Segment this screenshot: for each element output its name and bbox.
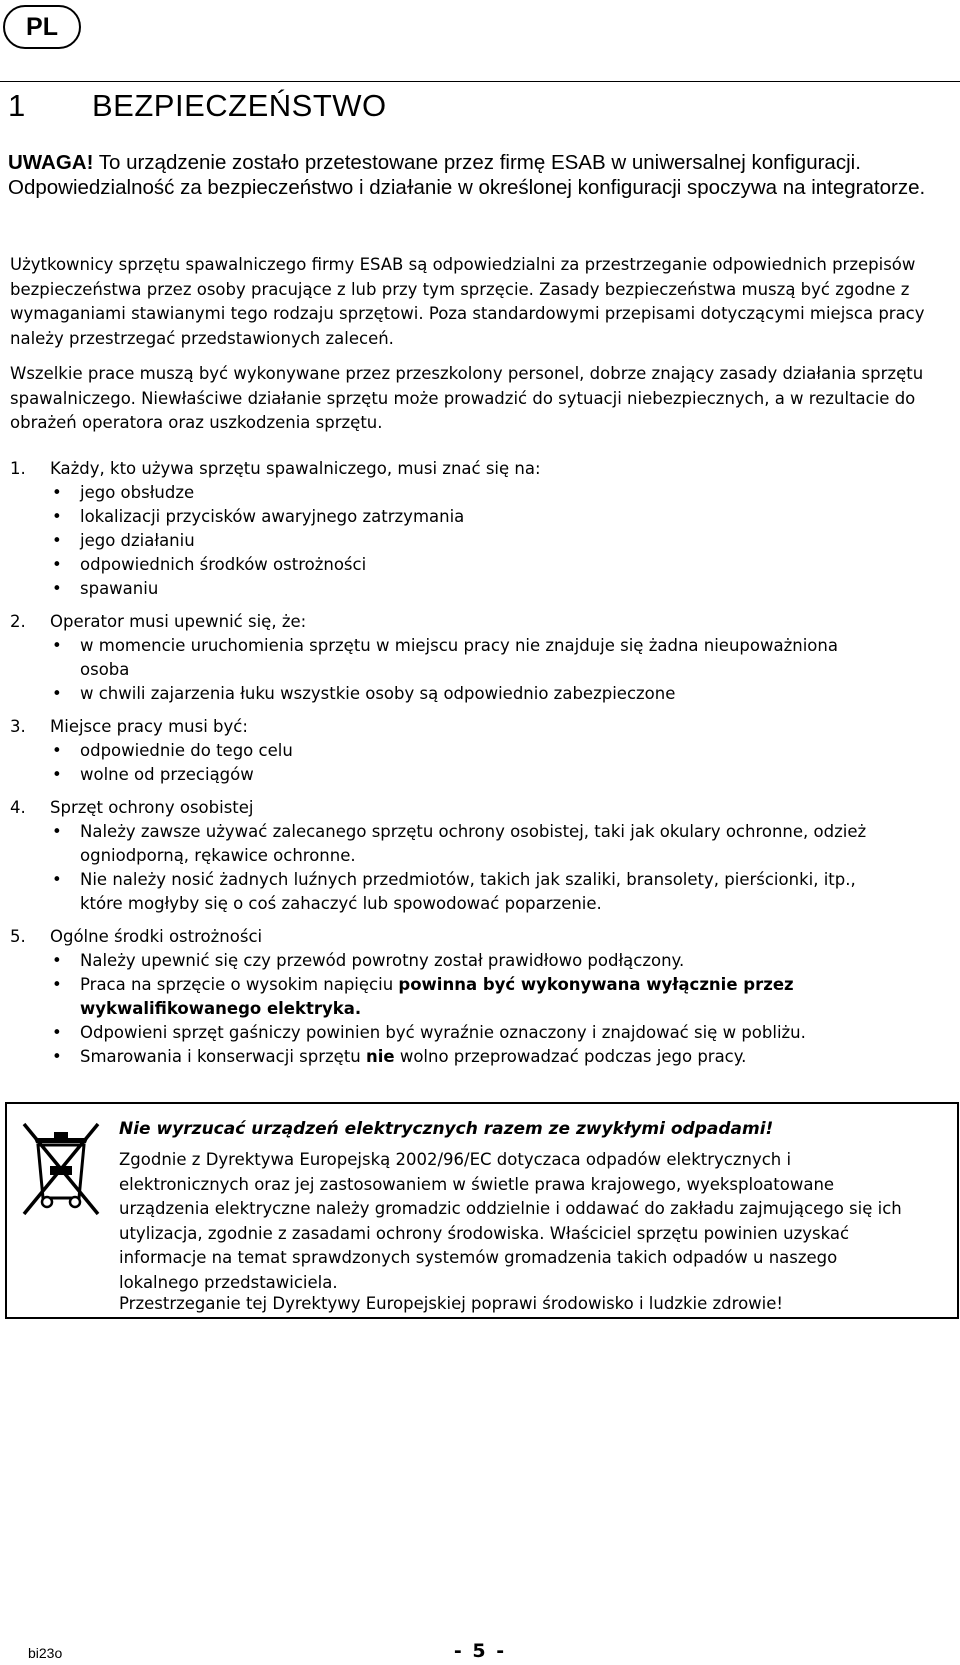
bullet-text: Należy zawsze używać zalecanego sprzętu ochrony osobistej, taki jak okulary ochronne, odzież ogniodporną, rękawice ochronne. <box>80 822 867 865</box>
list-item <box>10 796 930 916</box>
bullet-icon: • <box>52 975 62 994</box>
document-code: bi23o <box>28 1645 63 1661</box>
bullet-text-bold: nie <box>366 1047 395 1066</box>
language-badge <box>3 5 81 49</box>
bullet-text: odpowiednie do tego celu <box>80 741 293 760</box>
bullet-icon: • <box>52 555 62 574</box>
warning-text: To urządzenie zostaɫo przetestowane przez firmę ESAB w uniwersalnej konfiguracji. Odpowiedzialność za bezpieczeństwo i dziaɫanie w określonej konfiguracji spoczywa na integratorze. <box>8 151 926 199</box>
bullet-icon: • <box>52 684 62 703</box>
bullet-item <box>10 1021 930 1045</box>
weee-notice-box <box>5 1102 959 1319</box>
list-item-title: Operator musi upewnić się, że: <box>50 612 307 631</box>
bullet-item <box>10 505 930 529</box>
bullet-text: w momencie uruchomienia sprzętu w miejscu pracy nie znajduje się żadna nieupoważniona osoba <box>80 636 838 679</box>
list-item-number: 4. <box>10 798 26 817</box>
warning-paragraph <box>8 150 938 200</box>
list-item-title: Sprzęt ochrony osobistej <box>50 798 254 817</box>
crossed-out-wheelie-bin-icon <box>20 1118 102 1222</box>
bullet-icon: • <box>52 951 62 970</box>
bullet-text <box>80 973 930 1021</box>
bullet-item <box>10 739 930 763</box>
list-item-number: 2. <box>10 612 26 631</box>
bullet-text: Odpowieni sprzęt gaśniczy powinien być wyraźnie oznaczony i znajdować się w pobliżu. <box>80 1023 806 1042</box>
bullet-text: odpowiednich środków ostrożności <box>80 555 367 574</box>
bullet-icon: • <box>52 822 62 841</box>
list-item-number: 1. <box>10 459 26 478</box>
bullet-text: spawaniu <box>80 579 159 598</box>
bullet-text-plain: Praca na sprzęcie o wysokim napięciu <box>80 975 399 994</box>
bullet-icon: • <box>52 636 62 655</box>
list-item <box>10 610 930 706</box>
bullet-text: Należy upewnić się czy przewód powrotny został prawidłowo podłączony. <box>80 951 685 970</box>
list-item <box>10 925 930 1069</box>
bullet-item <box>10 973 930 1021</box>
section-heading <box>8 88 387 124</box>
bullet-item <box>10 634 930 682</box>
warning-label: UWAGA! <box>8 151 94 174</box>
list-item-title: Ogólne środki ostrożności <box>50 927 263 946</box>
bullet-item <box>10 1045 930 1069</box>
list-item-title: Każdy, kto używa sprzętu spawalniczego, musi znać się na: <box>50 459 541 478</box>
bullet-icon: • <box>52 1023 62 1042</box>
language-code: PL <box>26 12 58 41</box>
list-item <box>10 457 930 601</box>
bullet-item <box>10 820 930 868</box>
page-number: - 5 - <box>453 1640 507 1662</box>
section-title: BEZPIECZEŃSTWO <box>92 88 387 123</box>
bullet-item <box>10 949 930 973</box>
bullet-text: jego działaniu <box>80 531 195 550</box>
safety-list <box>10 457 930 1078</box>
bullet-item <box>10 868 930 916</box>
list-item-number: 5. <box>10 927 26 946</box>
bullet-item <box>10 553 930 577</box>
bullet-text-plain: Smarowania i konserwacji sprzętu <box>80 1047 366 1066</box>
bullet-icon: • <box>52 870 62 889</box>
list-item-title: Miejsce pracy musi być: <box>50 717 248 736</box>
intro-paragraph-2: Wszelkie prace muszą być wykonywane przez przeszkolony personel, dobrze znający zasady działania sprzętu spawalniczego. Niewłaściwe działanie sprzętu może prowadzić do sytuacji niebezpiecznych, a w rezultacie do obrażeń operatora oraz uszkodzenia sprzętu. <box>10 364 924 432</box>
bullet-text-bold: powinna być wykonywana wyłącznie przez wykwalifikowanego elektryka. <box>80 975 794 1018</box>
bullet-text: jego obsłudze <box>80 483 195 502</box>
bullet-icon: • <box>52 531 62 550</box>
bullet-item <box>10 577 930 601</box>
bullet-text: wolne od przeciągów <box>80 765 254 784</box>
bullet-text: lokalizacji przycisków awaryjnego zatrzymania <box>80 507 465 526</box>
header-rule <box>0 81 960 82</box>
bullet-item <box>10 481 930 505</box>
bullet-icon: • <box>52 741 62 760</box>
bullet-item <box>10 763 930 787</box>
bullet-icon: • <box>52 1047 62 1066</box>
bullet-text: Nie należy nosić żadnych luźnych przedmiotów, takich jak szaliki, bransolety, pierścionki, itp., które mogłyby się o coś zahaczyć lub spowodować poparzenie. <box>80 870 856 913</box>
bullet-icon: • <box>52 765 62 784</box>
bullet-text-after: wolno przeprowadzać podczas jego pracy. <box>394 1047 747 1066</box>
bullet-icon: • <box>52 483 62 502</box>
weee-title: Nie wyrzucać urządzeń elektrycznych razem ze zwykłymi odpadami! <box>119 1119 774 1139</box>
bullet-item <box>10 529 930 553</box>
bullet-text: w chwili zajarzenia łuku wszystkie osoby są odpowiednio zabezpieczone <box>80 684 676 703</box>
bullet-icon: • <box>52 579 62 598</box>
bullet-text <box>80 1045 930 1069</box>
bullet-icon: • <box>52 507 62 526</box>
weee-body: Zgodnie z Dyrektywa Europejską 2002/96/EC dotyczaca odpadów elektrycznych i elektronicznych oraz jej zastosowaniem w świetle prawa krajowego, wyeksploatowane urządzenia elektryczne należy gromadzic oddzielnie i oddawać do zakładu zajmującego się ich utylizacja, zgodnie z zasadami ochrony środowiska. Właściciel sprzętu powinien uzyskać informacje na temat sprawdzonych systemów gromadzenia takich odpadów u naszego lokalnego przedstawiciela. <box>119 1150 902 1292</box>
intro-paragraph-1: Użytkownicy sprzętu spawalniczego firmy ESAB są odpowiedzialni za przestrzeganie odpowiednich przepisów bezpieczeństwa przez osoby pracujące z lub przy tym sprzęcie. Zasady bezpieczeństwa muszą być zgodne z wymaganiami stawianymi tego rodzaju sprzętowi. Poza standardowymi przepisami dotyczącymi miejsca pracy należy przestrzegać przedstawionych zaleceń. <box>10 255 925 348</box>
bullet-item <box>10 682 930 706</box>
section-number: 1 <box>8 88 26 123</box>
weee-final-note: Przestrzeganie tej Dyrektywy Europejskiej poprawi środowisko i ludzkie zdrowie! <box>119 1294 784 1313</box>
list-item-number: 3. <box>10 717 26 736</box>
list-item <box>10 715 930 787</box>
